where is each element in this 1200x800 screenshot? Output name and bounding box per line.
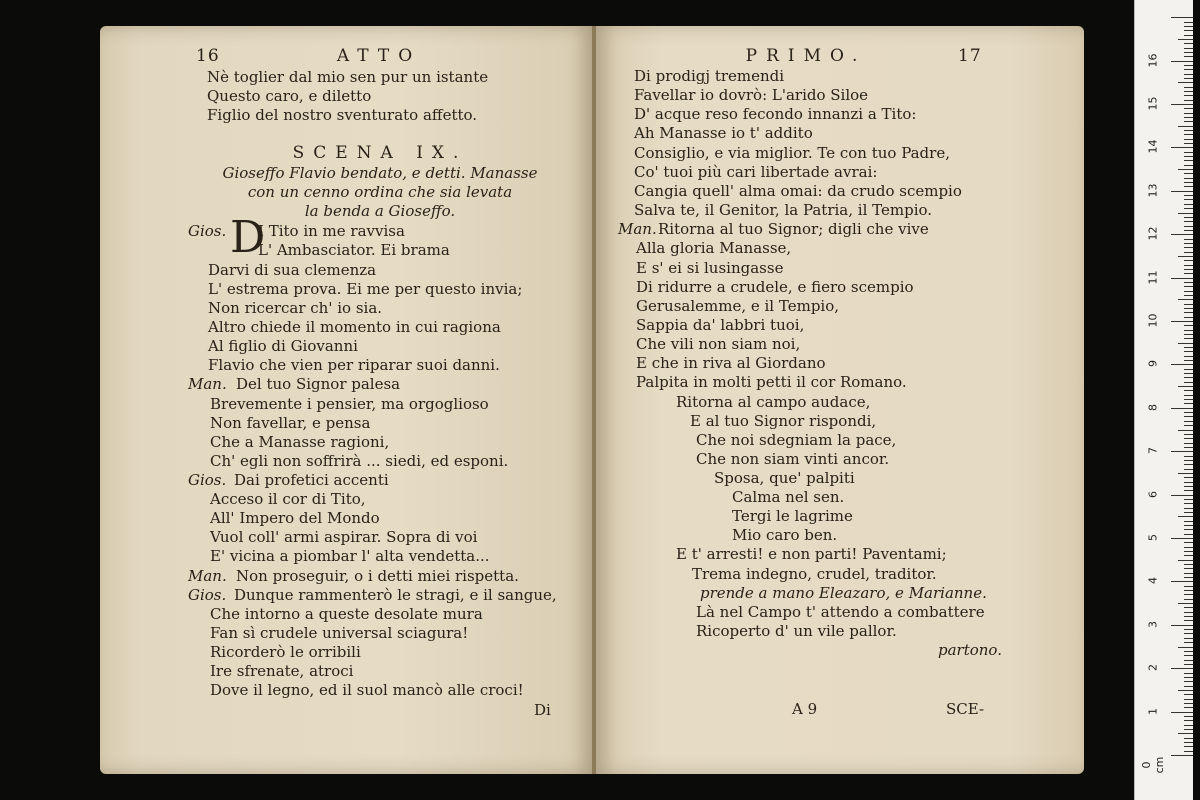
text-line: D' acque reso fecondo innanzi a Tito: <box>634 105 917 123</box>
text-line: Salva te, il Genitor, la Patria, il Tempio. <box>634 201 933 219</box>
ruler-tick <box>1184 351 1193 352</box>
text-line: Non favellar, e pensa <box>210 414 371 432</box>
right-page <box>596 26 1084 774</box>
ruler-tick <box>1178 473 1193 474</box>
ruler-tick <box>1184 725 1193 726</box>
ruler-number: 3 <box>1146 620 1160 628</box>
ruler-tick <box>1178 690 1193 691</box>
ruler-tick <box>1184 486 1193 487</box>
ruler-tick <box>1184 121 1193 122</box>
text-line: L' estrema prova. Ei me per questo invia; <box>208 280 523 298</box>
text-line: I Tito in me ravvisa <box>258 222 405 240</box>
aria-line: Sposa, que' palpiti <box>714 469 855 487</box>
text-line: Dai profetici accenti <box>234 471 389 489</box>
ruler-tick <box>1184 443 1193 444</box>
ruler-tick <box>1178 299 1193 300</box>
signature-mark: A 9 <box>792 700 818 718</box>
ruler-tick <box>1184 52 1193 53</box>
ruler-tick <box>1184 742 1193 743</box>
ruler-tick <box>1184 260 1193 261</box>
ruler-tick <box>1184 729 1193 730</box>
ruler-number: 9 <box>1146 360 1160 368</box>
ruler-tick <box>1184 547 1193 548</box>
text-line: Altro chiede il momento in cui ragiona <box>208 318 501 336</box>
left-page <box>100 26 594 774</box>
ruler-tick <box>1184 152 1193 153</box>
ruler-tick <box>1184 338 1193 339</box>
ruler-tick <box>1184 143 1193 144</box>
ruler-tick <box>1184 529 1193 530</box>
text-line: Favellar io dovrò: L'arido Siloe <box>634 86 869 104</box>
ruler-tick <box>1184 43 1193 44</box>
ruler-tick <box>1184 677 1193 678</box>
ruler-tick <box>1184 607 1193 608</box>
text-line: Consiglio, e via miglior. Te con tuo Padre, <box>634 144 950 162</box>
ruler-tick <box>1184 673 1193 674</box>
ruler-tick <box>1184 108 1193 109</box>
speaker-label: Gios. <box>188 586 227 604</box>
ruler-tick <box>1184 421 1193 422</box>
aria-line: Ricoperto d' un vile pallor. <box>696 622 897 640</box>
catchword: Di <box>534 701 551 719</box>
ruler-tick <box>1184 360 1193 361</box>
text-line: Fan sì crudele universal sciagura! <box>210 624 469 642</box>
stage-direction: Gioseffo Flavio bendato, e detti. Manasse <box>222 164 538 182</box>
text-line: Vuol coll' armi aspirar. Sopra di voi <box>210 528 478 546</box>
text-line: Darvi di sua clemenza <box>208 261 377 279</box>
aria-line: Calma nel sen. <box>732 488 845 506</box>
text-line: Acceso il cor di Tito, <box>210 490 366 508</box>
stage-direction: prende a mano Eleazaro, e Marianne. <box>700 584 987 602</box>
aria-line: E al tuo Signor rispondi, <box>690 412 877 430</box>
ruler-tick <box>1184 195 1193 196</box>
ruler-tick <box>1184 490 1193 491</box>
text-line: E s' ei si lusingasse <box>636 259 784 277</box>
ruler-tick <box>1184 48 1193 49</box>
ruler-tick <box>1184 56 1193 57</box>
ruler-tick <box>1184 22 1193 23</box>
aria-line: E t' arresti! e non parti! Paventami; <box>676 545 947 563</box>
ruler-tick <box>1184 286 1193 287</box>
ruler-tick <box>1184 438 1193 439</box>
ruler-tick <box>1184 464 1193 465</box>
ruler-tick <box>1184 334 1193 335</box>
ruler-tick <box>1184 425 1193 426</box>
ruler-number: 13 <box>1146 183 1160 198</box>
text-line: All' Impero del Mondo <box>210 509 380 527</box>
ruler-number: 12 <box>1146 226 1160 241</box>
ruler-tick <box>1184 660 1193 661</box>
ruler-tick <box>1184 686 1193 687</box>
ruler-tick <box>1184 503 1193 504</box>
ruler-tick <box>1184 139 1193 140</box>
ruler-tick <box>1184 26 1193 27</box>
text-line: Figlio del nostro sventurato affetto. <box>207 106 478 124</box>
text-line: Che a Manasse ragioni, <box>210 433 390 451</box>
aria-line: Là nel Campo t' attendo a combattere <box>696 603 985 621</box>
text-line: Nè toglier dal mio sen pur un istante <box>207 68 489 86</box>
ruler-tick <box>1184 87 1193 88</box>
ruler-tick <box>1171 61 1193 62</box>
ruler-tick <box>1184 269 1193 270</box>
ruler-tick <box>1184 655 1193 656</box>
ruler-tick <box>1178 169 1193 170</box>
ruler-tick <box>1184 30 1193 31</box>
ruler-number: 11 <box>1146 270 1160 285</box>
ruler-number: 16 <box>1146 53 1160 68</box>
ruler-tick <box>1184 69 1193 70</box>
ruler-tick <box>1184 95 1193 96</box>
ruler-tick <box>1184 707 1193 708</box>
aria-line: Che non siam vinti ancor. <box>696 450 890 468</box>
text-line: Ricorderò le orribili <box>210 643 361 661</box>
text-line: Che vili non siam noi, <box>636 335 801 353</box>
ruler-tick <box>1184 217 1193 218</box>
aria-line: Tergi le lagrime <box>732 507 853 525</box>
aria-line: Ritorna al campo audace, <box>676 393 871 411</box>
ruler-tick <box>1184 369 1193 370</box>
ruler-tick <box>1171 581 1193 582</box>
ruler-tick <box>1184 295 1193 296</box>
text-line: Gerusalemme, e il Tempio, <box>636 297 840 315</box>
ruler-tick <box>1184 160 1193 161</box>
ruler-tick <box>1178 733 1193 734</box>
text-line: Palpita in molti petti il cor Romano. <box>636 373 907 391</box>
ruler-tick <box>1184 594 1193 595</box>
ruler-tick <box>1171 17 1193 18</box>
text-line: Di ridurre a crudele, e fiero scempio <box>636 278 914 296</box>
left-page-number: 16 <box>196 46 220 66</box>
ruler-tick <box>1178 82 1193 83</box>
ruler-tick <box>1184 226 1193 227</box>
text-line: Questo caro, e diletto <box>207 87 372 105</box>
text-line: Di prodigj tremendi <box>634 67 785 85</box>
ruler-tick <box>1171 451 1193 452</box>
ruler-tick <box>1171 234 1193 235</box>
ruler-tick <box>1184 113 1193 114</box>
ruler-tick <box>1184 130 1193 131</box>
ruler-tick <box>1184 599 1193 600</box>
text-line: Ah Manasse io t' addito <box>634 124 813 142</box>
right-running-head: PRIMO. <box>745 46 867 66</box>
ruler-number: 7 <box>1146 447 1160 455</box>
ruler-tick <box>1184 91 1193 92</box>
ruler-tick <box>1184 738 1193 739</box>
ruler-tick <box>1184 720 1193 721</box>
ruler-tick <box>1171 668 1193 669</box>
ruler-tick <box>1184 356 1193 357</box>
ruler-tick <box>1184 282 1193 283</box>
ruler-tick <box>1178 343 1193 344</box>
text-line: E che in riva al Giordano <box>636 354 826 372</box>
ruler-tick <box>1178 39 1193 40</box>
text-line: Ire sfrenate, atroci <box>210 662 354 680</box>
text-line: Flavio che vien per riparar suoi danni. <box>208 356 500 374</box>
ruler-tick <box>1184 325 1193 326</box>
ruler-tick <box>1184 330 1193 331</box>
ruler-tick <box>1184 477 1193 478</box>
ruler-tick <box>1184 694 1193 695</box>
ruler-tick <box>1178 430 1193 431</box>
ruler-tick <box>1184 525 1193 526</box>
text-line: Brevemente i pensier, ma orgoglioso <box>210 395 489 413</box>
left-running-head: ATTO <box>336 46 422 66</box>
ruler-tick <box>1184 664 1193 665</box>
ruler-tick <box>1184 638 1193 639</box>
text-line: Al figlio di Giovanni <box>208 337 358 355</box>
ruler-tick <box>1184 208 1193 209</box>
ruler-tick <box>1184 156 1193 157</box>
ruler-tick <box>1184 482 1193 483</box>
text-line: Alla gloria Manasse, <box>636 239 792 257</box>
ruler-tick <box>1171 408 1193 409</box>
ruler-tick <box>1184 681 1193 682</box>
ruler-tick <box>1184 165 1193 166</box>
ruler-tick <box>1171 495 1193 496</box>
ruler-tick <box>1171 755 1193 756</box>
ruler-tick <box>1184 273 1193 274</box>
ruler-number: 6 <box>1146 490 1160 498</box>
ruler-tick <box>1178 256 1193 257</box>
ruler-tick <box>1171 104 1193 105</box>
ruler-tick <box>1171 147 1193 148</box>
text-line: Del tuo Signor palesa <box>236 375 401 393</box>
ruler-tick <box>1184 716 1193 717</box>
ruler-tick <box>1184 312 1193 313</box>
ruler-number: 4 <box>1146 577 1160 585</box>
ruler-tick <box>1184 304 1193 305</box>
ruler-tick <box>1184 291 1193 292</box>
scene-title: SCENA IX. <box>292 143 468 163</box>
ruler-tick <box>1171 321 1193 322</box>
ruler-zero-label: 0 cm <box>1140 756 1166 774</box>
ruler-tick <box>1184 564 1193 565</box>
ruler-tick <box>1184 243 1193 244</box>
ruler-tick <box>1184 447 1193 448</box>
ruler-tick <box>1178 560 1193 561</box>
ruler-tick <box>1184 434 1193 435</box>
drop-cap: D <box>230 212 266 263</box>
ruler-tick <box>1184 642 1193 643</box>
ruler-tick <box>1184 265 1193 266</box>
text-line: Che intorno a queste desolate mura <box>210 605 483 623</box>
ruler-tick <box>1184 416 1193 417</box>
ruler-tick <box>1184 395 1193 396</box>
ruler-tick <box>1184 573 1193 574</box>
ruler-tick <box>1184 746 1193 747</box>
ruler-tick <box>1184 65 1193 66</box>
ruler-tick <box>1184 178 1193 179</box>
ruler-tick <box>1178 603 1193 604</box>
ruler-tick <box>1184 612 1193 613</box>
ruler-tick <box>1184 542 1193 543</box>
ruler-number: 10 <box>1146 313 1160 328</box>
text-line: Non ricercar ch' io sia. <box>208 299 383 317</box>
ruler-tick <box>1184 551 1193 552</box>
ruler-tick <box>1184 651 1193 652</box>
ruler-number: 15 <box>1146 96 1160 111</box>
ruler-tick <box>1184 620 1193 621</box>
ruler-tick <box>1184 399 1193 400</box>
ruler-tick <box>1171 278 1193 279</box>
ruler-tick <box>1184 412 1193 413</box>
ruler-tick <box>1184 35 1193 36</box>
ruler-tick <box>1184 534 1193 535</box>
ruler-tick <box>1178 126 1193 127</box>
ruler-tick <box>1184 239 1193 240</box>
ruler-number: 1 <box>1146 707 1160 715</box>
speaker-label: Man. <box>188 567 227 585</box>
ruler-tick <box>1184 308 1193 309</box>
ruler-tick <box>1184 317 1193 318</box>
ruler-number: 5 <box>1146 534 1160 541</box>
ruler-tick <box>1184 590 1193 591</box>
ruler-tick <box>1184 568 1193 569</box>
ruler-tick <box>1184 512 1193 513</box>
stage-direction: la benda a Gioseffo. <box>304 202 456 220</box>
ruler-tick <box>1178 516 1193 517</box>
text-line: Co' tuoi più cari libertade avrai: <box>634 163 878 181</box>
text-line: Dunque rammenterò le stragi, e il sangue, <box>234 586 557 604</box>
ruler-number: 14 <box>1146 139 1160 154</box>
ruler-tick <box>1184 499 1193 500</box>
ruler-number: 2 <box>1146 664 1160 672</box>
ruler-tick <box>1184 751 1193 752</box>
ruler-tick <box>1171 625 1193 626</box>
speaker-label: Man. <box>188 375 227 393</box>
ruler-tick <box>1184 586 1193 587</box>
ruler-tick <box>1184 577 1193 578</box>
ruler-tick <box>1184 699 1193 700</box>
ruler-tick <box>1184 456 1193 457</box>
text-line: Cangia quell' alma omai: da crudo scempio <box>634 182 962 200</box>
text-line: L' Ambasciator. Ei brama <box>258 241 450 259</box>
ruler-tick <box>1184 629 1193 630</box>
ruler-tick <box>1184 469 1193 470</box>
catchword: SCE- <box>946 700 985 718</box>
ruler-tick <box>1184 252 1193 253</box>
right-page-number: 17 <box>958 46 982 66</box>
text-line: Sappia da' labbri tuoi, <box>636 316 805 334</box>
text-line: E' vicina a piombar l' alta vendetta... <box>210 547 490 565</box>
text-line: Non proseguir, o i detti miei rispetta. <box>236 567 519 585</box>
measurement-ruler <box>1134 0 1193 800</box>
ruler-tick <box>1184 247 1193 248</box>
ruler-tick <box>1184 616 1193 617</box>
ruler-tick <box>1184 373 1193 374</box>
aria-line: Mio caro ben. <box>732 526 838 544</box>
ruler-tick <box>1184 199 1193 200</box>
ruler-tick <box>1184 230 1193 231</box>
ruler-tick <box>1171 712 1193 713</box>
ruler-tick <box>1184 204 1193 205</box>
ruler-tick <box>1184 173 1193 174</box>
stage-direction: con un cenno ordina che sia levata <box>247 183 513 201</box>
ruler-tick <box>1171 191 1193 192</box>
ruler-tick <box>1171 538 1193 539</box>
speaker-label: Gios. <box>188 471 227 489</box>
ruler-tick <box>1184 390 1193 391</box>
ruler-tick <box>1184 182 1193 183</box>
text-line: Ritorna al tuo Signor; digli che vive <box>658 220 929 238</box>
ruler-tick <box>1184 186 1193 187</box>
ruler-tick <box>1184 555 1193 556</box>
ruler-tick <box>1184 403 1193 404</box>
ruler-tick <box>1184 633 1193 634</box>
ruler-tick <box>1184 382 1193 383</box>
aria-line: Trema indegno, crudel, traditor. <box>692 565 937 583</box>
ruler-tick <box>1171 364 1193 365</box>
ruler-tick <box>1184 78 1193 79</box>
ruler-tick <box>1184 74 1193 75</box>
aria-line: Che noi sdegniam la pace, <box>696 431 897 449</box>
ruler-tick <box>1184 460 1193 461</box>
text-line: Ch' egli non soffrirà ... siedi, ed esponi. <box>210 452 509 470</box>
ruler-tick <box>1184 508 1193 509</box>
ruler-tick <box>1184 134 1193 135</box>
ruler-tick <box>1178 647 1193 648</box>
ruler-tick <box>1184 347 1193 348</box>
ruler-tick <box>1178 213 1193 214</box>
ruler-tick <box>1184 221 1193 222</box>
ruler-tick <box>1184 703 1193 704</box>
ruler-tick <box>1184 100 1193 101</box>
ruler-tick <box>1184 377 1193 378</box>
exit-direction: partono. <box>938 641 1002 659</box>
speaker-label: Gios. <box>188 222 227 240</box>
ruler-tick <box>1184 117 1193 118</box>
ruler-tick <box>1184 521 1193 522</box>
ruler-number: 8 <box>1146 403 1160 411</box>
ruler-tick <box>1178 386 1193 387</box>
speaker-label: Man. <box>618 220 657 238</box>
text-line: Dove il legno, ed il suol mancò alle croci! <box>210 681 524 699</box>
